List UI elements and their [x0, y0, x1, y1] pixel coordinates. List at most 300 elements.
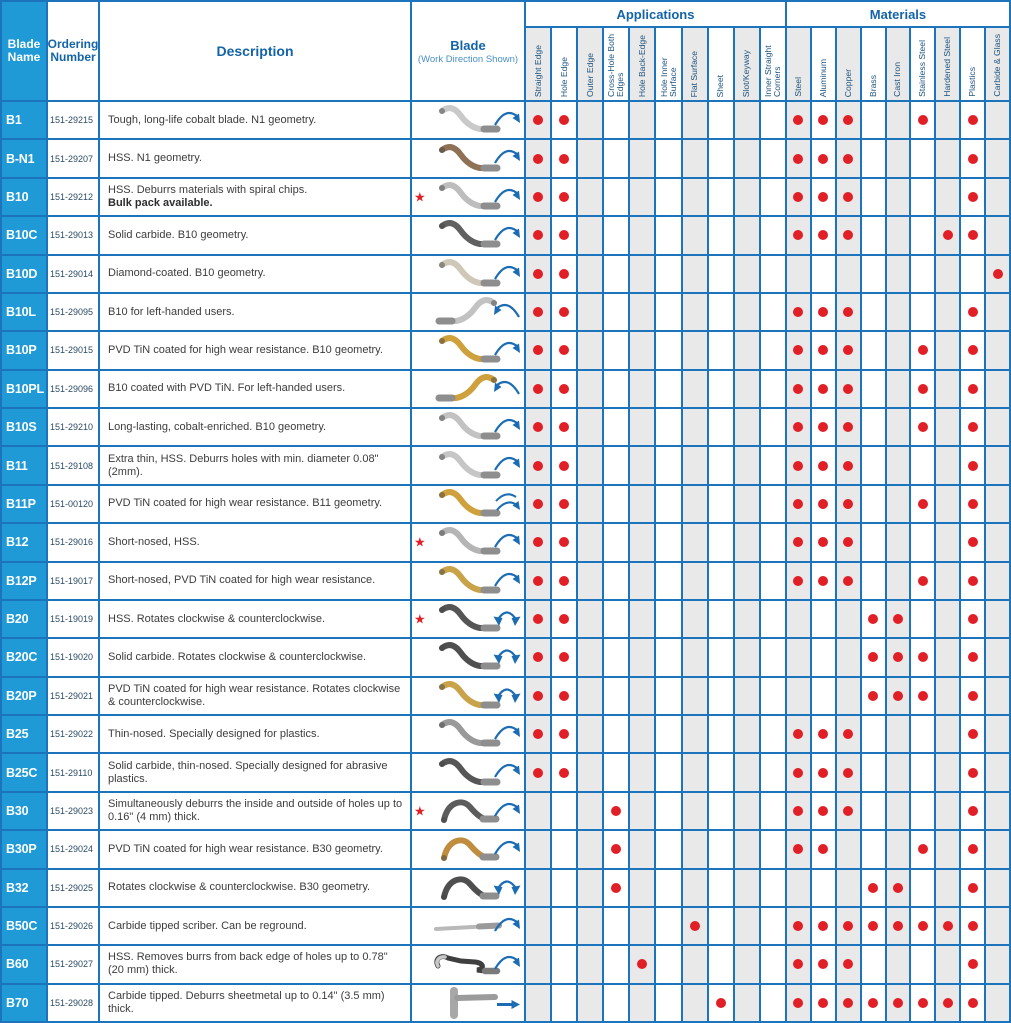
blade-name-cell-B70: B70 [2, 985, 46, 1021]
ordering-number-cell: 151-19020 [48, 639, 98, 675]
material-cell [812, 831, 835, 867]
material-cell [812, 946, 835, 982]
vertical-label: Stainless Steel [917, 40, 928, 97]
application-cell [683, 256, 707, 292]
vertical-label: Outer Edge [584, 53, 595, 97]
application-column-header-straight-edge [526, 28, 550, 100]
blade-name-cell-B25C: B25C [2, 754, 46, 790]
material-cell [936, 985, 959, 1021]
blade-image-cell [412, 908, 524, 944]
application-cell [578, 179, 602, 215]
availability-dot [533, 192, 543, 202]
application-cell [578, 140, 602, 176]
material-cell [911, 831, 934, 867]
application-cell [683, 563, 707, 599]
material-cell [887, 217, 910, 253]
description-text: PVD TiN coated for high wear resistance. B11 geometry. [108, 497, 383, 510]
ordering-number-cell: 151-29014 [48, 256, 98, 292]
availability-dot [559, 461, 569, 471]
material-cell [787, 409, 810, 445]
availability-dot [893, 691, 903, 701]
availability-dot [793, 921, 803, 931]
material-cell [862, 908, 885, 944]
availability-dot [868, 691, 878, 701]
application-cell [709, 716, 733, 752]
blade-name-cell-B25: B25 [2, 716, 46, 752]
application-cell [630, 524, 654, 560]
availability-dot [918, 422, 928, 432]
application-cell [656, 179, 680, 215]
availability-dot [918, 384, 928, 394]
material-cell [986, 831, 1009, 867]
vertical-label: Copper [842, 68, 853, 97]
availability-dot [968, 768, 978, 778]
material-cell [986, 217, 1009, 253]
material-cell [961, 217, 984, 253]
blade-name-cell-B10D: B10D [2, 256, 46, 292]
application-cell [578, 294, 602, 330]
material-cell [812, 140, 835, 176]
vertical-label: Hole Inner Surface [658, 57, 678, 97]
material-cell [936, 332, 959, 368]
vertical-label: Hole Back-Edge [636, 34, 647, 97]
material-cell [961, 946, 984, 982]
application-cell [735, 985, 759, 1021]
material-cell [837, 639, 860, 675]
blade-image-cell [412, 678, 524, 714]
material-cell [837, 524, 860, 560]
application-cell [656, 447, 680, 483]
material-cell [862, 332, 885, 368]
application-cell [578, 985, 602, 1021]
availability-dot [793, 345, 803, 355]
description-cell [100, 831, 410, 867]
work-direction-arrow-icon [492, 911, 522, 936]
application-cell [630, 256, 654, 292]
material-cell [911, 371, 934, 407]
application-cell [683, 754, 707, 790]
ordering-number-cell: 151-29022 [48, 716, 98, 752]
blade-image-cell [412, 793, 524, 829]
application-cell [683, 831, 707, 867]
availability-dot [968, 307, 978, 317]
application-cell [709, 102, 733, 138]
work-direction-arrow-icon [492, 990, 522, 1015]
availability-dot [843, 384, 853, 394]
material-cell [787, 371, 810, 407]
application-cell [578, 486, 602, 522]
application-cell [709, 870, 733, 906]
availability-dot [843, 998, 853, 1008]
application-cell [630, 985, 654, 1021]
description-text: Carbide tipped. Deburrs sheetmetal up to 0.14" (3.5 mm) thick. [108, 989, 385, 1015]
application-cell [683, 870, 707, 906]
application-cell [604, 140, 628, 176]
availability-dot [843, 959, 853, 969]
material-cell [961, 831, 984, 867]
material-cell [862, 793, 885, 829]
material-cell [837, 831, 860, 867]
availability-dot [793, 307, 803, 317]
material-cell [911, 601, 934, 637]
material-cell [911, 524, 934, 560]
application-cell [683, 409, 707, 445]
availability-dot [968, 345, 978, 355]
materials-title-label: Materials [869, 6, 927, 22]
material-cell [787, 831, 810, 867]
application-cell [761, 908, 785, 944]
material-cell [936, 563, 959, 599]
material-cell [812, 294, 835, 330]
material-cell [911, 908, 934, 944]
vertical-label: Hardened Steel [942, 37, 953, 97]
material-cell [911, 140, 934, 176]
description-text: B10 coated with PVD TiN. For left-handed users. [108, 382, 346, 395]
availability-dot [559, 154, 569, 164]
material-cell [787, 793, 810, 829]
description-cell [100, 716, 410, 752]
work-direction-arrow-icon [492, 182, 522, 207]
availability-dot [818, 192, 828, 202]
availability-dot [918, 652, 928, 662]
material-cell [812, 217, 835, 253]
material-cell [986, 447, 1009, 483]
ordering-number-cell: 151-29021 [48, 678, 98, 714]
application-cell [526, 332, 550, 368]
application-cell [578, 678, 602, 714]
availability-dot [818, 921, 828, 931]
material-cell [961, 409, 984, 445]
application-cell [526, 256, 550, 292]
material-cell [936, 294, 959, 330]
application-cell [552, 678, 576, 714]
application-cell [683, 601, 707, 637]
application-cell [552, 946, 576, 982]
material-column-header-carbide-glass [986, 28, 1009, 100]
material-cell [862, 409, 885, 445]
application-cell [683, 678, 707, 714]
availability-dot [968, 614, 978, 624]
application-cell [552, 563, 576, 599]
application-cell [578, 639, 602, 675]
material-cell [837, 486, 860, 522]
material-cell [862, 102, 885, 138]
bulk-star-icon: ★ [414, 611, 426, 627]
availability-dot [637, 959, 647, 969]
availability-dot [533, 269, 543, 279]
availability-dot [818, 806, 828, 816]
availability-dot [818, 729, 828, 739]
column-header-blade [412, 2, 524, 100]
application-cell [761, 371, 785, 407]
description-cell [100, 524, 410, 560]
material-cell [787, 140, 810, 176]
material-cell [911, 447, 934, 483]
material-cell [911, 716, 934, 752]
blade-name-cell-B10P: B10P [2, 332, 46, 368]
description-cell [100, 294, 410, 330]
material-cell [986, 179, 1009, 215]
material-cell [986, 486, 1009, 522]
application-cell [709, 332, 733, 368]
description-cell [100, 486, 410, 522]
ordering-number-cell: 151-29108 [48, 447, 98, 483]
application-cell [656, 332, 680, 368]
material-cell [837, 140, 860, 176]
application-cell [578, 256, 602, 292]
application-cell [735, 447, 759, 483]
application-cell [656, 563, 680, 599]
availability-dot [968, 576, 978, 586]
application-cell [604, 486, 628, 522]
availability-dot [968, 230, 978, 240]
availability-dot [533, 768, 543, 778]
material-cell [787, 601, 810, 637]
material-cell [936, 371, 959, 407]
material-cell [961, 678, 984, 714]
work-direction-arrow-icon [492, 566, 522, 591]
application-cell [709, 831, 733, 867]
application-cell [604, 332, 628, 368]
description-text: HSS. N1 geometry. [108, 152, 202, 165]
application-cell [552, 217, 576, 253]
application-cell [761, 601, 785, 637]
material-cell [837, 294, 860, 330]
application-cell [526, 946, 550, 982]
availability-dot [918, 345, 928, 355]
application-cell [630, 793, 654, 829]
application-cell [526, 601, 550, 637]
material-cell [812, 447, 835, 483]
bulk-star-icon: ★ [414, 189, 426, 205]
application-cell [552, 409, 576, 445]
application-cell [656, 294, 680, 330]
description-text: Short-nosed, PVD TiN coated for high wear resistance. [108, 574, 376, 587]
description-text: Thin-nosed. Specially designed for plastics. [108, 727, 320, 740]
material-cell [862, 985, 885, 1021]
availability-dot [918, 998, 928, 1008]
description-cell [100, 754, 410, 790]
application-cell [761, 256, 785, 292]
availability-dot [968, 921, 978, 931]
material-cell [837, 371, 860, 407]
material-cell [812, 985, 835, 1021]
material-cell [887, 946, 910, 982]
availability-dot [868, 921, 878, 931]
material-cell [911, 870, 934, 906]
material-cell [837, 447, 860, 483]
application-cell [526, 563, 550, 599]
ordering-number-cell: 151-29015 [48, 332, 98, 368]
availability-dot [533, 576, 543, 586]
material-cell [936, 140, 959, 176]
blade-image-cell [412, 639, 524, 675]
application-cell [604, 678, 628, 714]
material-cell [887, 601, 910, 637]
material-cell [986, 601, 1009, 637]
vertical-label: Slot/Keyway [741, 49, 752, 97]
material-cell [936, 409, 959, 445]
description-text: Short-nosed, HSS. [108, 535, 200, 548]
material-cell [936, 946, 959, 982]
application-cell [604, 639, 628, 675]
materials-group-header [787, 2, 1009, 26]
ordering-number-cell: 151-29096 [48, 371, 98, 407]
material-cell [961, 179, 984, 215]
availability-dot [559, 192, 569, 202]
material-cell [887, 831, 910, 867]
work-direction-arrow-icon [492, 642, 522, 667]
application-cell [630, 447, 654, 483]
description-cell [100, 985, 410, 1021]
application-cell [552, 716, 576, 752]
description-header-label: Description [216, 43, 294, 59]
availability-dot [559, 269, 569, 279]
material-cell [887, 716, 910, 752]
material-column-header-steel [787, 28, 810, 100]
application-cell [735, 486, 759, 522]
application-cell [761, 678, 785, 714]
material-cell [936, 601, 959, 637]
blade-header-label: Blade [450, 37, 486, 53]
availability-dot [533, 115, 543, 125]
material-cell [936, 256, 959, 292]
blade-name-cell-B11P: B11P [2, 486, 46, 522]
application-cell [683, 217, 707, 253]
availability-dot [533, 537, 543, 547]
material-cell [936, 102, 959, 138]
material-cell [887, 678, 910, 714]
blade-name-header-label: Blade Name [7, 36, 41, 64]
application-column-header-cross-hole-both-edges [604, 28, 628, 100]
material-cell [961, 294, 984, 330]
applications-group-header [526, 2, 785, 26]
availability-dot [968, 192, 978, 202]
availability-dot [868, 998, 878, 1008]
application-cell [578, 793, 602, 829]
availability-dot [533, 154, 543, 164]
availability-dot [893, 614, 903, 624]
application-cell [578, 946, 602, 982]
material-cell [812, 754, 835, 790]
blade-name-cell-B32: B32 [2, 870, 46, 906]
application-column-header-hole-edge [552, 28, 576, 100]
material-column-header-hardened-steel [936, 28, 959, 100]
material-cell [837, 946, 860, 982]
availability-dot [968, 844, 978, 854]
work-direction-arrow-icon [492, 873, 522, 898]
availability-dot [559, 115, 569, 125]
material-cell [887, 908, 910, 944]
material-cell [911, 332, 934, 368]
application-cell [683, 908, 707, 944]
availability-dot [818, 307, 828, 317]
application-cell [709, 754, 733, 790]
material-cell [887, 639, 910, 675]
application-cell [683, 946, 707, 982]
availability-dot [533, 307, 543, 317]
material-cell [887, 140, 910, 176]
material-cell [936, 447, 959, 483]
application-cell [709, 908, 733, 944]
material-cell [986, 256, 1009, 292]
material-cell [986, 524, 1009, 560]
application-cell [552, 102, 576, 138]
vertical-label: Plastics [967, 67, 978, 97]
application-cell [735, 294, 759, 330]
material-cell [986, 140, 1009, 176]
application-cell [552, 371, 576, 407]
application-cell [552, 754, 576, 790]
availability-dot [918, 576, 928, 586]
material-column-header-cast-iron [887, 28, 910, 100]
material-cell [837, 870, 860, 906]
material-cell [812, 524, 835, 560]
application-cell [709, 140, 733, 176]
material-cell [936, 870, 959, 906]
application-cell [656, 524, 680, 560]
material-cell [961, 793, 984, 829]
application-column-header-hole-back-edge [630, 28, 654, 100]
application-cell [552, 601, 576, 637]
application-cell [578, 831, 602, 867]
material-cell [787, 486, 810, 522]
application-cell [735, 601, 759, 637]
material-cell [862, 217, 885, 253]
application-cell [552, 524, 576, 560]
ordering-number-cell: 151-29215 [48, 102, 98, 138]
availability-dot [533, 230, 543, 240]
blade-image-cell [412, 524, 524, 560]
material-cell [837, 716, 860, 752]
description-text: Solid carbide, thin-nosed. Specially designed for abrasive plastics. [108, 759, 388, 785]
ordering-number-cell: 151-29024 [48, 831, 98, 867]
application-cell [552, 256, 576, 292]
description-cell [100, 793, 410, 829]
description-text: HSS. Removes burrs from back edge of holes up to 0.78" (20 mm) thick. [108, 951, 388, 977]
material-cell [961, 870, 984, 906]
availability-dot [843, 806, 853, 816]
application-cell [761, 754, 785, 790]
application-cell [656, 754, 680, 790]
ordering-number-cell: 151-29210 [48, 409, 98, 445]
availability-dot [793, 115, 803, 125]
application-cell [526, 447, 550, 483]
column-header-ordering-number [48, 2, 98, 100]
material-cell [837, 332, 860, 368]
vertical-label: Sheet [715, 74, 726, 97]
application-cell [630, 563, 654, 599]
availability-dot [818, 345, 828, 355]
availability-dot [818, 499, 828, 509]
availability-dot [968, 806, 978, 816]
application-cell [578, 908, 602, 944]
material-cell [986, 985, 1009, 1021]
ordering-number-cell: 151-29110 [48, 754, 98, 790]
application-cell [656, 409, 680, 445]
material-cell [961, 524, 984, 560]
application-cell [709, 179, 733, 215]
description-text: PVD TiN coated for high wear resistance. B10 geometry. [108, 343, 383, 356]
application-cell [709, 524, 733, 560]
description-text: Carbide tipped scriber. Can be reground. [108, 919, 307, 932]
blade-name-cell-B12: B12 [2, 524, 46, 560]
application-cell [683, 447, 707, 483]
material-cell [986, 563, 1009, 599]
blade-image-cell [412, 716, 524, 752]
material-cell [887, 447, 910, 483]
application-cell [578, 716, 602, 752]
